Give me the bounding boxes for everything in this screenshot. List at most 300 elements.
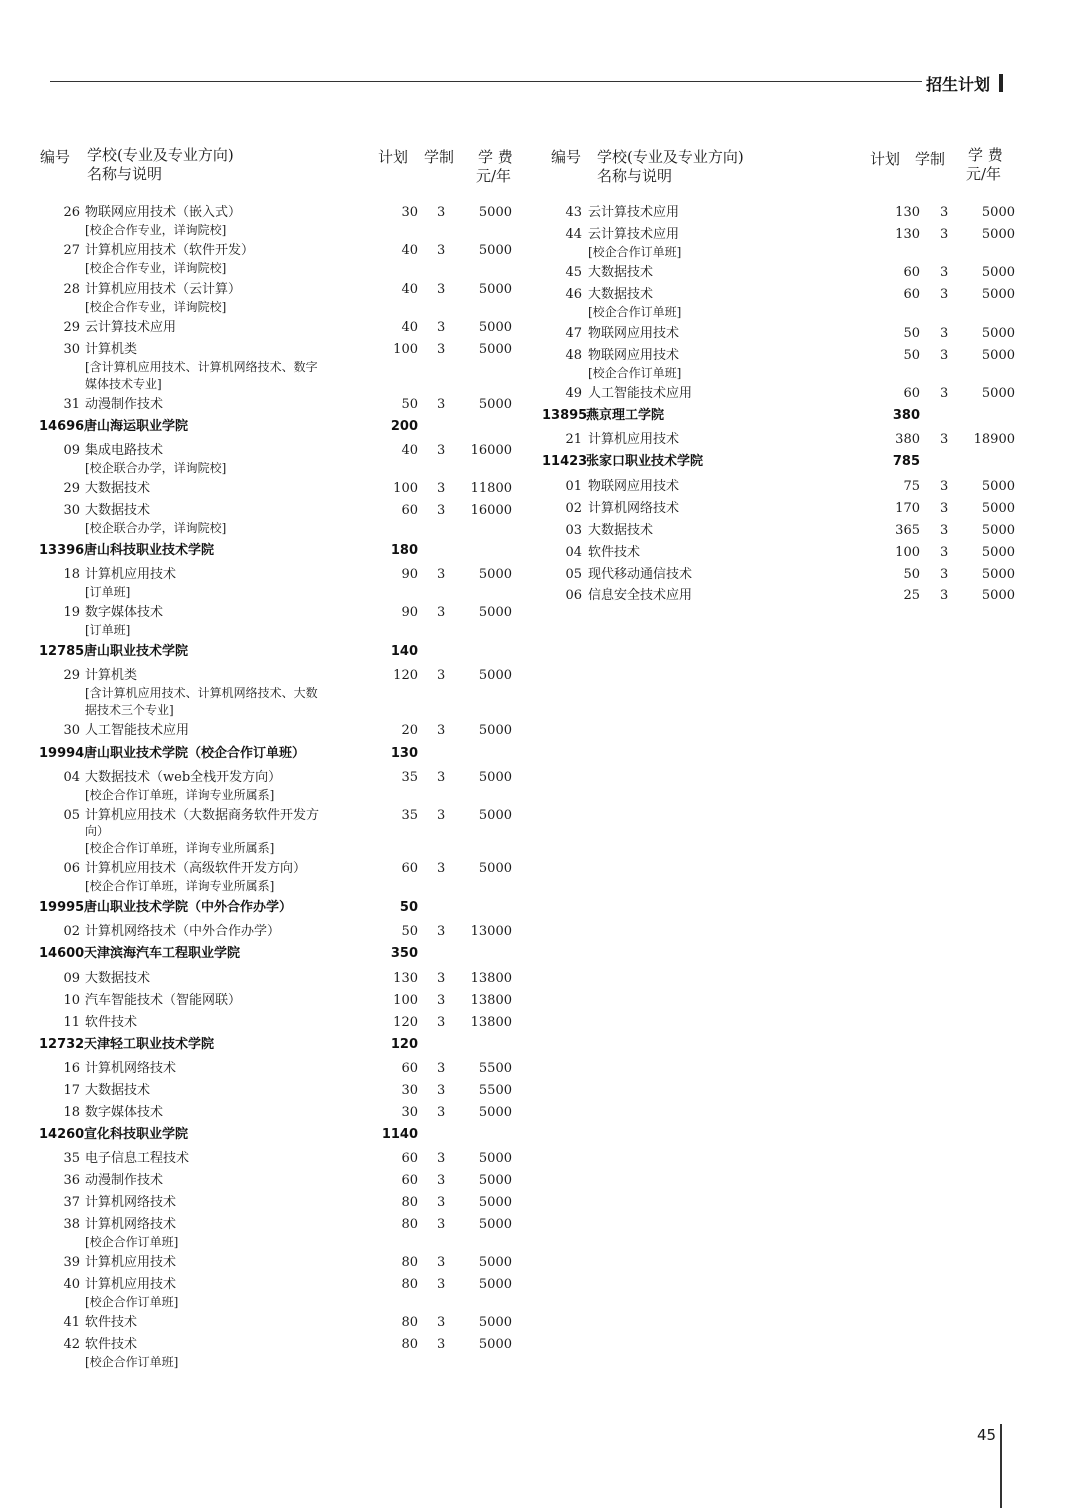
school-plan-total: 130: [390, 746, 418, 761]
major-name: 人工智能技术应用: [85, 723, 190, 738]
major-plan: 35: [401, 770, 418, 785]
major-years: 3: [437, 320, 446, 335]
major-name: 云计算技术应用: [588, 227, 680, 242]
major-note: [校企合作订单班]: [85, 1295, 179, 1309]
major-years: 3: [437, 808, 446, 823]
major-years: 3: [437, 1105, 446, 1120]
major-row: [0, 225, 1080, 245]
major-note: 据技术三个专业]: [85, 703, 174, 717]
major-fee: 5000: [981, 287, 1015, 302]
major-plan: 120: [393, 1015, 418, 1030]
major-name: 物联网应用技术: [588, 479, 680, 494]
major-note: 媒体技术专业]: [85, 377, 162, 391]
major-code: 38: [63, 1217, 80, 1232]
school-name: 唐山海运职业学院: [84, 419, 189, 434]
major-row: [0, 543, 1080, 563]
major-name: 物联网应用技术: [588, 348, 680, 363]
col-header-fee: 学 费: [478, 148, 513, 166]
major-plan: 60: [401, 1173, 418, 1188]
school-name: 唐山职业技术学院（中外合作办学）: [84, 900, 293, 915]
major-name: 计算机网络技术（中外合作办学）: [85, 924, 281, 939]
major-name: 计算机网络技术: [588, 501, 680, 516]
major-plan: 120: [393, 668, 418, 683]
major-code: 26: [63, 205, 80, 220]
major-fee: 5000: [478, 1105, 512, 1120]
major-fee: 5000: [981, 386, 1015, 401]
major-code: 30: [63, 723, 80, 738]
major-plan: 40: [401, 282, 418, 297]
major-code: 03: [565, 523, 582, 538]
major-plan: 60: [903, 386, 920, 401]
major-plan: 60: [401, 1061, 418, 1076]
school-code: 13396: [39, 543, 85, 558]
school-plan-total: 785: [892, 454, 920, 469]
col-header-name: 学校(专业及专业方向): [87, 146, 234, 164]
major-code: 19: [63, 605, 80, 620]
major-name: 集成电路技术: [85, 443, 164, 458]
major-code: 43: [565, 205, 582, 220]
major-fee: 5000: [478, 808, 512, 823]
major-years: 3: [437, 861, 446, 876]
school-row: [0, 744, 1080, 764]
school-code: 19995: [39, 900, 85, 915]
major-fee: 5000: [478, 567, 512, 582]
major-name: 云计算技术应用: [85, 320, 177, 335]
major-fee: 5000: [478, 1195, 512, 1210]
major-years: 3: [940, 588, 949, 603]
major-plan: 20: [401, 723, 418, 738]
school-name: 张家口职业技术学院: [586, 454, 704, 469]
major-plan: 130: [895, 205, 920, 220]
major-code: 48: [565, 348, 582, 363]
page-section-title: 招生计划: [926, 75, 991, 94]
major-plan: 40: [401, 243, 418, 258]
major-fee: 5000: [981, 588, 1015, 603]
major-plan: 80: [401, 1315, 418, 1330]
major-plan: 40: [401, 443, 418, 458]
school-name: 唐山职业技术学院（校企合作订单班）: [84, 746, 306, 761]
major-row: [0, 1171, 1080, 1191]
major-plan: 380: [895, 432, 920, 447]
major-row: [0, 859, 1080, 879]
major-name: 电子信息工程技术: [85, 1151, 190, 1166]
major-name: 大数据技术: [85, 503, 151, 518]
major-name: 大数据技术: [85, 481, 151, 496]
major-name: 信息安全技术应用: [588, 588, 693, 603]
major-name: 计算机应用技术: [85, 567, 177, 582]
school-name: 宣化科技职业学院: [84, 1127, 189, 1142]
major-fee: 5000: [478, 770, 512, 785]
major-years: 3: [940, 227, 949, 242]
major-years: 3: [437, 1015, 446, 1030]
major-fee: 13800: [470, 971, 512, 986]
major-plan: 130: [895, 227, 920, 242]
major-name: 计算机类: [85, 342, 138, 357]
major-name: 云计算技术应用: [588, 205, 680, 220]
school-plan-total: 1140: [381, 1127, 418, 1142]
major-years: 3: [437, 723, 446, 738]
major-name: 大数据技术: [588, 287, 654, 302]
major-fee: 18900: [973, 432, 1015, 447]
major-years: 3: [437, 397, 446, 412]
major-note: [校企联合办学，详询院校]: [85, 461, 227, 475]
major-fee: 5000: [981, 479, 1015, 494]
major-code: 28: [63, 282, 80, 297]
major-years: 3: [437, 342, 446, 357]
major-years: 3: [437, 1255, 446, 1270]
major-fee: 5000: [478, 1255, 512, 1270]
major-note: [校企合作订单班，详询专业所属系]: [85, 788, 275, 802]
major-plan: 365: [895, 523, 920, 538]
major-fee: 13800: [470, 993, 512, 1008]
major-years: 3: [437, 503, 446, 518]
major-code: 36: [63, 1173, 80, 1188]
major-plan: 130: [393, 971, 418, 986]
major-name: 物联网应用技术（嵌入式）: [85, 205, 242, 220]
school-row: [0, 898, 1080, 918]
school-code: 14600: [39, 946, 85, 961]
major-code: 29: [63, 668, 80, 683]
major-note: [含计算机应用技术、计算机网络技术、数字: [85, 360, 318, 374]
major-name: 计算机应用技术: [85, 1255, 177, 1270]
major-row: [0, 384, 1080, 404]
major-years: 3: [940, 545, 949, 560]
major-plan: 30: [401, 1105, 418, 1120]
major-fee: 5000: [478, 342, 512, 357]
major-fee: 5000: [478, 1277, 512, 1292]
major-fee: 16000: [470, 443, 512, 458]
major-row: [0, 263, 1080, 283]
major-code: 18: [63, 1105, 80, 1120]
major-row: [0, 1275, 1080, 1295]
major-fee: 5000: [981, 326, 1015, 341]
major-note: [校企联合办学，详询院校]: [85, 521, 227, 535]
school-code: 12785: [39, 644, 85, 659]
school-plan-total: 350: [390, 946, 418, 961]
major-fee: 5000: [478, 1315, 512, 1330]
major-years: 3: [940, 287, 949, 302]
school-name: 唐山职业技术学院: [84, 644, 189, 659]
col-header-name-sub: 名称与说明: [87, 165, 163, 183]
major-plan: 30: [401, 205, 418, 220]
major-note: [校企合作订单班，详询专业所属系]: [85, 879, 275, 893]
major-name: 计算机网络技术: [85, 1061, 177, 1076]
col-header-fee-unit: 元/年: [966, 165, 1002, 183]
major-fee: 5000: [478, 605, 512, 620]
school-row: [0, 406, 1080, 426]
major-years: 3: [437, 605, 446, 620]
major-fee: 5000: [981, 265, 1015, 280]
major-years: 3: [437, 481, 446, 496]
major-code: 21: [565, 432, 582, 447]
major-years: 3: [940, 501, 949, 516]
major-years: 3: [437, 1195, 446, 1210]
major-code: 05: [63, 808, 80, 823]
major-code: 31: [63, 397, 80, 412]
major-plan: 30: [401, 1083, 418, 1098]
school-plan-total: 180: [390, 543, 418, 558]
major-row: [0, 969, 1080, 989]
major-years: 3: [437, 971, 446, 986]
major-code: 29: [63, 320, 80, 335]
major-code: 02: [565, 501, 582, 516]
major-fee: 5000: [478, 282, 512, 297]
major-code: 44: [565, 227, 582, 242]
major-years: 3: [437, 282, 446, 297]
col-header-fee: 学 费: [968, 146, 1003, 164]
school-plan-total: 140: [390, 644, 418, 659]
school-code: 11423: [542, 454, 588, 469]
major-row: [0, 1059, 1080, 1079]
major-name: 计算机应用技术（大数据商务软件开发方: [85, 808, 320, 823]
major-plan: 100: [393, 342, 418, 357]
major-years: 3: [940, 523, 949, 538]
col-header-years: 学制: [915, 150, 946, 168]
major-plan: 80: [401, 1195, 418, 1210]
major-name: 人工智能技术应用: [588, 386, 693, 401]
major-name: 软件技术: [85, 1337, 138, 1352]
major-fee: 5000: [478, 320, 512, 335]
major-code: 42: [63, 1337, 80, 1352]
school-code: 13895: [542, 408, 588, 423]
major-fee: 11800: [470, 481, 512, 496]
major-code: 16: [63, 1061, 80, 1076]
school-name: 燕京理工学院: [586, 408, 665, 423]
major-plan: 60: [903, 287, 920, 302]
major-years: 3: [940, 386, 949, 401]
school-plan-total: 120: [390, 1037, 418, 1052]
major-code: 09: [63, 971, 80, 986]
major-note: [校企合作订单班]: [85, 1235, 179, 1249]
school-row: [0, 1035, 1080, 1055]
major-row: [0, 1013, 1080, 1033]
major-plan: 80: [401, 1337, 418, 1352]
major-code: 30: [63, 342, 80, 357]
major-code: 11: [63, 1015, 80, 1030]
major-code: 29: [63, 481, 80, 496]
major-plan: 35: [401, 808, 418, 823]
major-name: 计算机应用技术: [85, 1277, 177, 1292]
major-code: 02: [63, 924, 80, 939]
major-years: 3: [437, 567, 446, 582]
major-name: 动漫制作技术: [85, 1173, 164, 1188]
major-fee: 13000: [470, 924, 512, 939]
major-plan: 80: [401, 1277, 418, 1292]
school-code: 19994: [39, 746, 85, 761]
col-header-code: 编号: [40, 148, 71, 166]
major-row: [0, 1253, 1080, 1273]
school-code: 14260: [39, 1127, 85, 1142]
major-plan: 100: [393, 481, 418, 496]
major-code: 04: [565, 545, 582, 560]
major-years: 3: [437, 1173, 446, 1188]
page-number: 45: [977, 1426, 997, 1444]
major-fee: 5000: [478, 1151, 512, 1166]
major-name: 计算机应用技术（软件开发）: [85, 243, 255, 258]
major-fee: 5000: [478, 723, 512, 738]
major-row: [0, 768, 1080, 788]
major-years: 3: [437, 443, 446, 458]
major-name: 大数据技术: [588, 523, 654, 538]
major-fee: 5000: [981, 501, 1015, 516]
col-header-years: 学制: [424, 148, 455, 166]
major-row: [0, 721, 1080, 741]
major-plan: 60: [903, 265, 920, 280]
major-years: 3: [437, 668, 446, 683]
major-name: 软件技术: [588, 545, 641, 560]
major-name: 计算机应用技术（云计算）: [85, 282, 242, 297]
major-fee: 5000: [981, 545, 1015, 560]
major-code: 49: [565, 386, 582, 401]
major-years: 3: [437, 1315, 446, 1330]
major-note: [校企合作订单班]: [588, 245, 682, 259]
major-code: 46: [565, 287, 582, 302]
major-row: [0, 499, 1080, 519]
major-note: [订单班]: [85, 623, 131, 637]
major-name: 软件技术: [85, 1315, 138, 1330]
major-code: 05: [565, 567, 582, 582]
col-header-name: 学校(专业及专业方向): [597, 148, 744, 166]
major-row: [0, 1215, 1080, 1235]
major-fee: 5000: [981, 227, 1015, 242]
major-code: 40: [63, 1277, 80, 1292]
major-fee: 16000: [470, 503, 512, 518]
major-name: 汽车智能技术（智能网联）: [85, 993, 242, 1008]
major-years: 3: [940, 265, 949, 280]
major-fee: 13800: [470, 1015, 512, 1030]
major-years: 3: [940, 567, 949, 582]
major-note: 向）: [85, 824, 110, 838]
major-fee: 5000: [478, 205, 512, 220]
school-row: [0, 1125, 1080, 1145]
major-fee: 5500: [478, 1083, 512, 1098]
major-name: 物联网应用技术: [588, 326, 680, 341]
school-plan-total: 200: [390, 419, 418, 434]
major-code: 17: [63, 1083, 80, 1098]
major-code: 35: [63, 1151, 80, 1166]
col-header-code: 编号: [551, 148, 582, 166]
major-row: [0, 1081, 1080, 1101]
major-name: 软件技术: [85, 1015, 138, 1030]
school-code: 14696: [39, 419, 85, 434]
major-years: 3: [437, 993, 446, 1008]
major-years: 3: [437, 770, 446, 785]
major-fee: 5000: [478, 397, 512, 412]
major-name: 数字媒体技术: [85, 605, 164, 620]
major-fee: 5000: [478, 1337, 512, 1352]
school-code: 12732: [39, 1037, 85, 1052]
major-row: [0, 1193, 1080, 1213]
footer-rule: [1000, 1424, 1002, 1508]
major-name: 大数据技术: [85, 1083, 151, 1098]
major-note: [含计算机应用技术、计算机网络技术、大数: [85, 686, 318, 700]
major-note: [校企合作专业，详询院校]: [85, 223, 227, 237]
school-name: 唐山科技职业技术学院: [84, 543, 215, 558]
major-years: 3: [940, 205, 949, 220]
major-years: 3: [940, 479, 949, 494]
major-row: [0, 521, 1080, 541]
major-plan: 50: [903, 567, 920, 582]
major-plan: 90: [401, 605, 418, 620]
major-fee: 5000: [981, 348, 1015, 363]
col-header-name-sub: 名称与说明: [597, 167, 673, 185]
major-years: 3: [940, 326, 949, 341]
major-plan: 90: [401, 567, 418, 582]
major-code: 47: [565, 326, 582, 341]
major-note: [校企合作专业，详询院校]: [85, 261, 227, 275]
major-plan: 60: [401, 861, 418, 876]
major-code: 18: [63, 567, 80, 582]
major-row: [0, 346, 1080, 366]
major-plan: 60: [401, 1151, 418, 1166]
major-row: [0, 1149, 1080, 1169]
major-row: [0, 324, 1080, 344]
major-fee: 5000: [981, 205, 1015, 220]
major-code: 01: [565, 479, 582, 494]
major-fee: 5000: [478, 243, 512, 258]
major-fee: 5000: [981, 523, 1015, 538]
major-years: 3: [437, 1083, 446, 1098]
major-fee: 5000: [478, 1217, 512, 1232]
major-plan: 170: [895, 501, 920, 516]
major-plan: 50: [903, 326, 920, 341]
major-row: [0, 565, 1080, 585]
major-note: [校企合作订单班，详询专业所属系]: [85, 841, 275, 855]
col-header-plan: 计划: [378, 148, 409, 166]
major-name: 大数据技术: [85, 971, 151, 986]
major-name: 大数据技术（web全栈开发方向）: [85, 770, 282, 785]
major-name: 大数据技术: [588, 265, 654, 280]
major-fee: 5000: [478, 861, 512, 876]
major-row: [0, 1313, 1080, 1333]
major-row: [0, 806, 1080, 826]
major-years: 3: [437, 243, 446, 258]
right-column: [0, 0, 1080, 700]
major-code: 45: [565, 265, 582, 280]
major-years: 3: [437, 1337, 446, 1352]
school-row: [0, 944, 1080, 964]
major-row: [0, 1335, 1080, 1355]
major-row: [0, 586, 1080, 606]
major-plan: 25: [903, 588, 920, 603]
major-plan: 75: [903, 479, 920, 494]
major-years: 3: [437, 205, 446, 220]
major-row: [0, 477, 1080, 497]
major-row: [0, 922, 1080, 942]
major-name: 计算机应用技术（高级软件开发方向）: [85, 861, 307, 876]
major-name: 现代移动通信技术: [588, 567, 693, 582]
major-years: 3: [437, 1061, 446, 1076]
col-header-fee-unit: 元/年: [476, 167, 512, 185]
col-header-plan: 计划: [870, 150, 901, 168]
major-years: 3: [437, 1217, 446, 1232]
major-years: 3: [437, 924, 446, 939]
major-name: 计算机网络技术: [85, 1217, 177, 1232]
major-name: 计算机应用技术: [588, 432, 680, 447]
major-name: 计算机网络技术: [85, 1195, 177, 1210]
major-code: 27: [63, 243, 80, 258]
major-note: [订单班]: [85, 585, 131, 599]
major-row: [0, 430, 1080, 450]
major-code: 06: [565, 588, 582, 603]
major-years: 3: [940, 432, 949, 447]
major-note: [校企合作订单班]: [85, 1355, 179, 1369]
major-note: [校企合作订单班]: [588, 366, 682, 380]
major-plan: 100: [393, 993, 418, 1008]
major-row: [0, 1103, 1080, 1123]
major-name: 动漫制作技术: [85, 397, 164, 412]
major-fee: 5500: [478, 1061, 512, 1076]
